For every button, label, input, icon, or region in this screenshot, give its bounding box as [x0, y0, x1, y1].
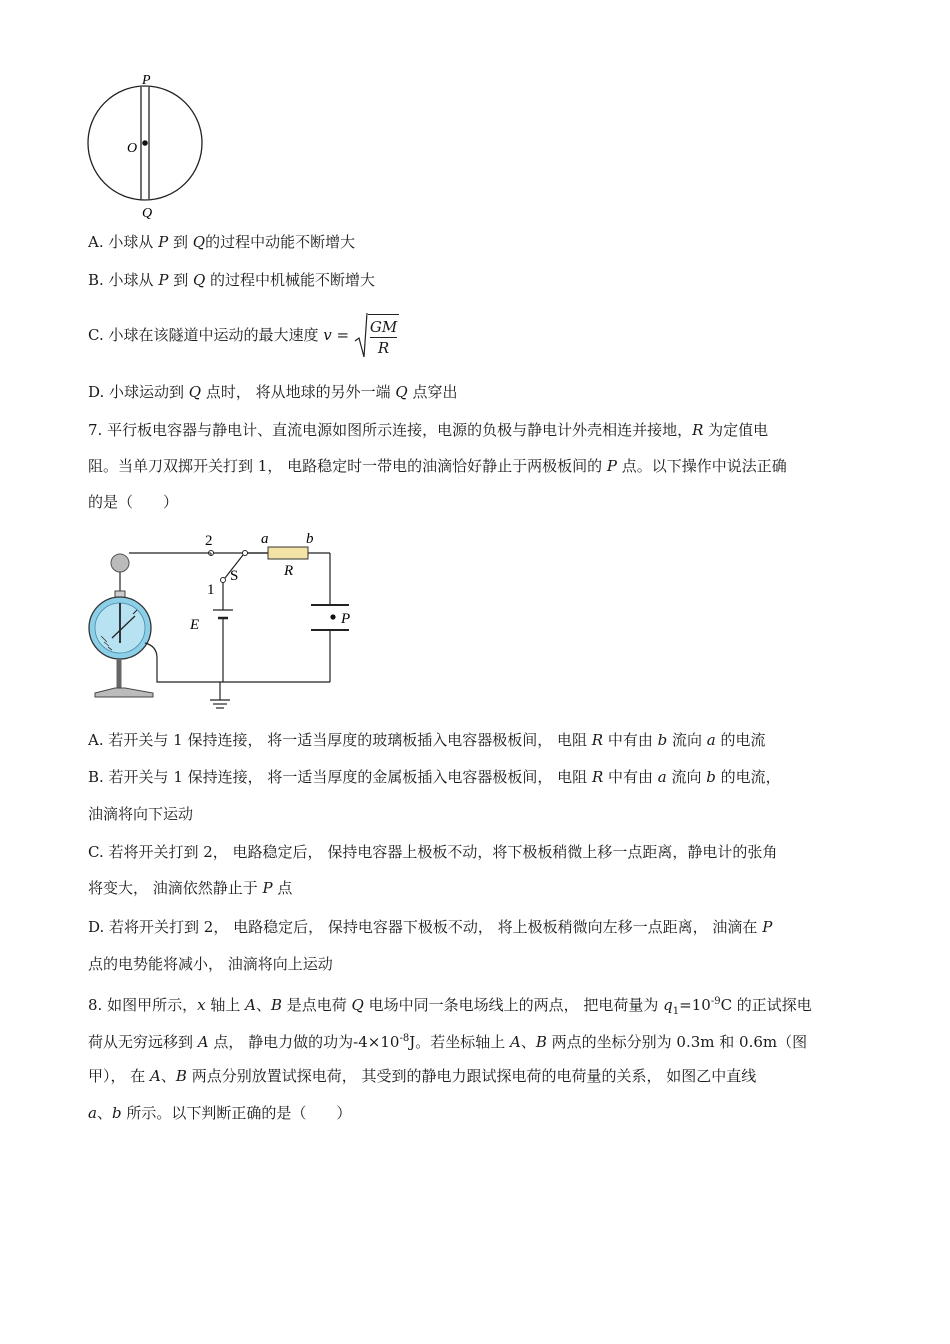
q7-option-c-line2: 将变大， 油滴依然静止于 P 点 — [88, 879, 293, 897]
q7-option-a: A. 若开关与 1 保持连接， 将一适当厚度的玻璃板插入电容器极板间， 电阻 R 中有由 b 流向 a 的电流 — [88, 731, 766, 749]
label-p: P — [142, 73, 151, 88]
q6-option-d: D. 小球运动到 Q 点时， 将从地球的另外一端 Q 点穿出 — [88, 383, 458, 401]
q7-option-b-line2: 油滴将向下运动 — [88, 805, 194, 823]
q6-option-a: A. 小球从 P 到 Q的过程中动能不断增大 — [88, 233, 356, 251]
label-p: P — [341, 611, 351, 627]
label-b: b — [306, 531, 314, 547]
q8-stem-line4: a、b 所示。以下判断正确的是（ ） — [88, 1104, 352, 1122]
label-e: E — [190, 617, 200, 633]
earth-tunnel-figure — [80, 70, 215, 220]
q7-option-c: C. 若将开关打到 2， 电路稳定后， 保持电容器上极板不动，将下极板稍微上移一点距离，静电计的张角 — [88, 843, 778, 861]
q6-option-b: B. 小球从 P 到 Q 的过程中机械能不断增大 — [88, 271, 376, 289]
q7-option-d-line2: 点的电势能将减小， 油滴将向上运动 — [88, 955, 333, 973]
label-1: 1 — [207, 582, 215, 598]
q8-stem-line1: 8. 如图甲所示，x 轴上 A、B 是点电荷 Q 电场中同一条电场线上的两点， 把电荷量为 $q_1=10^{-9}C$ 的正试探电 — [88, 996, 812, 1017]
label-o: O — [127, 141, 138, 156]
label-r: R — [284, 563, 294, 579]
q7-stem-line3: 的是（ ） — [88, 493, 179, 511]
label-a: a — [261, 531, 269, 547]
sqrt-formula: $\frac{GM}{R}$ — [354, 311, 399, 361]
q7-stem-line2: 阻。当单刀双掷开关打到 1， 电路稳定时一带电的油滴恰好静止于两极板间的 P 点。以下操作中说法正确 — [88, 457, 787, 475]
q7-option-d: D. 若将开关打到 2， 电路稳定后， 保持电容器下极板不动， 将上极板稍微向左移一点距离， 油滴在 P — [88, 918, 773, 936]
label-2: 2 — [205, 533, 213, 549]
label-s: S — [230, 568, 239, 584]
q7-stem-line1: 7. 平行板电容器与静电计、直流电源如图所示连接，电源的负极与静电计外壳相连并接地，R 为定值电 — [88, 421, 769, 439]
q8-stem-line3: 甲）， 在 A、B 两点分别放置试探电荷， 其受到的静电力跟试探电荷的电荷量的关系， 如图乙中直线 — [88, 1067, 757, 1085]
circuit-figure — [85, 528, 385, 718]
label-q: Q — [142, 206, 153, 220]
q8-stem-line2: 荷从无穷远移到 A 点， 静电力做的功为$-4\times 10^{-8}J$。若坐标轴上 A、B 两点的坐标分别为 0.3m 和 0.6m（图 — [88, 1033, 808, 1051]
q6-option-c: C. 小球在该隧道中运动的最大速度 v = $\frac{GM}{R}$ — [88, 310, 399, 361]
q7-option-b: B. 若开关与 1 保持连接， 将一适当厚度的金属板插入电容器极板间， 电阻 R 中有由 a 流向 b 的电流， — [88, 768, 781, 786]
